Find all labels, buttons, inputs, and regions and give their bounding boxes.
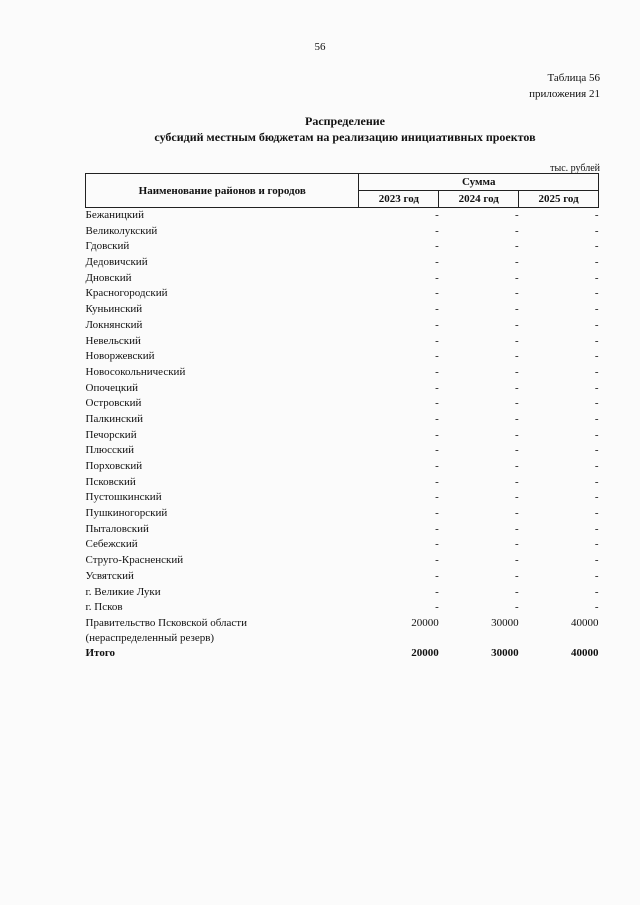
cell-2024 [439, 365, 519, 381]
table-row [86, 553, 599, 569]
table-row [86, 396, 599, 412]
cell-2024 [439, 302, 519, 318]
cell-2025 [519, 475, 599, 491]
row-name: Печорский [85, 428, 137, 441]
row-name: Порховский [85, 460, 143, 472]
table-ref-line2: приложения 21 [529, 88, 600, 100]
table-reference [529, 70, 600, 102]
dash-value: - [514, 522, 519, 535]
title-line2: субсидий местным бюджетам на реализацию инициативных проектов [154, 130, 536, 144]
table-row [86, 443, 599, 459]
cell-2024 [439, 585, 519, 601]
dash-value: - [514, 224, 519, 237]
dash-value: - [514, 507, 519, 520]
cell-2023 [359, 490, 439, 506]
cell-2023 [359, 271, 439, 287]
dash-value: - [594, 444, 599, 457]
cell-2023 [359, 506, 439, 522]
dash-value: - [514, 491, 519, 504]
table-header [86, 174, 599, 208]
dash-value: - [594, 569, 599, 582]
header-year-2023: 2023 год [359, 191, 439, 208]
table-row [86, 428, 599, 444]
row-name: Локнянский [85, 318, 143, 331]
table-row [86, 600, 599, 616]
header-year-2025: 2025 год [519, 191, 599, 208]
cell-2023 [359, 475, 439, 491]
cell-2024 [439, 381, 519, 397]
cell-2023 [359, 553, 439, 569]
cell-2025 [519, 349, 599, 365]
dash-value: - [594, 240, 599, 253]
dash-value: - [514, 475, 519, 488]
table-row-total [86, 646, 599, 662]
cell-2023 [359, 396, 439, 412]
dash-value: - [594, 475, 599, 488]
dash-value: - [594, 397, 599, 410]
dash-value: - [435, 209, 439, 221]
cell-2025 [519, 459, 599, 475]
dash-value: - [435, 318, 439, 331]
cell-2025 [519, 600, 599, 616]
dash-value: - [514, 601, 519, 614]
dash-value: - [594, 381, 599, 394]
row-name: Усвятский [85, 569, 134, 582]
table-row [86, 271, 599, 287]
dash-value: - [514, 303, 519, 316]
dash-value: - [594, 365, 599, 378]
row-name: Пыталовский [85, 522, 149, 535]
cell-2024: 30000 [491, 646, 519, 659]
dash-value: - [435, 522, 439, 535]
dash-value: - [435, 569, 439, 582]
cell-2024 [439, 208, 519, 224]
header-name: Наименование районов и городов [86, 174, 359, 208]
cell-2025 [519, 428, 599, 444]
cell-2025 [519, 443, 599, 459]
cell-2023 [359, 349, 439, 365]
row-name [86, 616, 359, 646]
row-name: Новосокольнический [85, 365, 186, 378]
dash-value: - [435, 287, 439, 300]
dash-value: - [594, 256, 599, 269]
cell-2025 [519, 239, 599, 255]
table-row [86, 286, 599, 302]
dash-value: - [514, 428, 519, 441]
cell-2024 [439, 553, 519, 569]
cell-2025 [519, 412, 599, 428]
cell-2023 [359, 208, 439, 224]
dash-value: - [435, 334, 439, 347]
table-row [86, 459, 599, 475]
cell-2023: 20000 [411, 616, 439, 629]
table-row [86, 349, 599, 365]
cell-2023 [359, 318, 439, 334]
dash-value: - [435, 381, 439, 394]
cell-2023 [359, 585, 439, 601]
cell-2025 [519, 208, 599, 224]
cell-2023 [359, 302, 439, 318]
table-row [86, 208, 599, 224]
row-name: Пустошкинский [85, 491, 162, 504]
cell-2023 [359, 224, 439, 240]
row-name: Опочецкий [85, 381, 138, 394]
cell-2025 [519, 490, 599, 506]
table-row [86, 585, 599, 601]
row-name: Плюсский [85, 444, 135, 457]
page-number: 56 [314, 41, 326, 53]
cell-2025 [519, 537, 599, 553]
title-line1: Распределение [304, 114, 386, 128]
row-name: Струго-Красненский [85, 554, 184, 567]
cell-2025 [519, 381, 599, 397]
cell-2024 [439, 428, 519, 444]
dash-value: - [594, 224, 599, 237]
table-row [86, 522, 599, 538]
dash-value: - [594, 271, 599, 284]
dash-value: - [594, 334, 599, 347]
cell-2023 [359, 239, 439, 255]
cell-2023 [359, 365, 439, 381]
table-row [86, 255, 599, 271]
dash-value: - [514, 350, 519, 363]
table-row [86, 318, 599, 334]
dash-value: - [435, 256, 439, 269]
table-row [86, 490, 599, 506]
document-title [0, 113, 640, 145]
cell-2023 [359, 569, 439, 585]
cell-2025 [519, 224, 599, 240]
table-row [86, 475, 599, 491]
row-name: Бежаницкий [85, 209, 144, 221]
row-name: Дновский [85, 271, 132, 284]
dash-value: - [594, 601, 599, 614]
cell-2024 [439, 286, 519, 302]
cell-2025 [519, 318, 599, 334]
table-row [86, 334, 599, 350]
dash-value: - [435, 538, 439, 551]
cell-2025: 40000 [571, 646, 599, 659]
gov-name-line2: (нераспределенный резерв) [85, 631, 215, 644]
cell-2023 [359, 428, 439, 444]
cell-2025 [519, 506, 599, 522]
table-row [86, 381, 599, 397]
units-label: тыс. рублей [550, 163, 600, 174]
cell-2025 [519, 286, 599, 302]
dash-value: - [594, 412, 599, 425]
table-ref-line1: Таблица 56 [547, 72, 600, 84]
dash-value: - [514, 412, 519, 425]
dash-value: - [594, 554, 599, 567]
dash-value: - [435, 585, 439, 598]
cell-2023 [359, 255, 439, 271]
dash-value: - [594, 522, 599, 535]
dash-value: - [435, 428, 439, 441]
cell-2023 [359, 412, 439, 428]
cell-2024 [439, 349, 519, 365]
cell-2023: 20000 [411, 646, 439, 659]
dash-value: - [514, 240, 519, 253]
dash-value: - [594, 538, 599, 551]
table-row [86, 239, 599, 255]
dash-value: - [514, 569, 519, 582]
table-body [86, 208, 599, 662]
row-name: Гдовский [85, 240, 130, 253]
dash-value: - [435, 475, 439, 488]
dash-value: - [514, 381, 519, 394]
dash-value: - [435, 444, 439, 457]
dash-value: - [594, 350, 599, 363]
table-row [86, 365, 599, 381]
row-name: Дедовичский [85, 256, 148, 269]
dash-value: - [514, 256, 519, 269]
gov-name-line1: Правительство Псковской области [85, 616, 247, 629]
cell-2024 [439, 475, 519, 491]
cell-2023 [359, 522, 439, 538]
row-name: Красногородский [85, 287, 168, 300]
cell-2023 [359, 286, 439, 302]
row-name: Новоржевский [85, 350, 155, 363]
cell-2025 [519, 271, 599, 287]
dash-value: - [514, 365, 519, 378]
cell-2024 [439, 459, 519, 475]
row-name: Островский [85, 397, 142, 410]
table-row-government [86, 616, 599, 646]
cell-2025 [519, 365, 599, 381]
cell-2024 [439, 490, 519, 506]
row-name: Псковский [85, 475, 136, 488]
cell-2023 [359, 334, 439, 350]
table-row [86, 302, 599, 318]
cell-2025: 40000 [571, 616, 599, 629]
dash-value: - [514, 554, 519, 567]
dash-value: - [514, 287, 519, 300]
table-row [86, 537, 599, 553]
row-name: Куньинский [85, 303, 143, 316]
row-name: Палкинский [85, 412, 144, 425]
cell-2024 [439, 224, 519, 240]
cell-2025 [519, 396, 599, 412]
dash-value: - [594, 491, 599, 504]
dash-value: - [514, 271, 519, 284]
row-name: Итого [85, 646, 116, 659]
dash-value: - [435, 271, 439, 284]
table-row [86, 224, 599, 240]
cell-2025 [519, 553, 599, 569]
cell-2025 [519, 569, 599, 585]
dash-value: - [435, 303, 439, 316]
dash-value: - [594, 318, 599, 331]
row-name: Пушкиногорский [85, 507, 168, 520]
table-row [86, 506, 599, 522]
dash-value: - [514, 397, 519, 410]
cell-2025 [519, 302, 599, 318]
dash-value: - [514, 538, 519, 551]
dash-value: - [594, 428, 599, 441]
row-name: Себежский [85, 538, 138, 551]
cell-2024 [439, 522, 519, 538]
row-name: Великолукский [85, 224, 158, 237]
row-name: г. Псков [85, 601, 123, 614]
dash-value: - [594, 209, 599, 221]
cell-2024: 30000 [491, 616, 519, 629]
cell-2024 [439, 239, 519, 255]
cell-2023 [359, 537, 439, 553]
dash-value: - [435, 365, 439, 378]
dash-value: - [435, 397, 439, 410]
dash-value: - [514, 209, 519, 221]
dash-value: - [435, 240, 439, 253]
dash-value: - [435, 412, 439, 425]
cell-2024 [439, 396, 519, 412]
dash-value: - [435, 507, 439, 520]
cell-2025 [519, 255, 599, 271]
subsidy-table [85, 173, 599, 662]
cell-2024 [439, 443, 519, 459]
cell-2023 [359, 600, 439, 616]
dash-value: - [594, 507, 599, 520]
cell-2023 [359, 459, 439, 475]
cell-2023 [359, 381, 439, 397]
dash-value: - [435, 460, 439, 472]
dash-value: - [435, 601, 439, 614]
cell-2024 [439, 569, 519, 585]
dash-value: - [514, 444, 519, 457]
cell-2025 [519, 585, 599, 601]
dash-value: - [435, 554, 439, 567]
header-sum: Сумма [359, 174, 599, 191]
dash-value: - [435, 224, 439, 237]
header-year-2024: 2024 год [439, 191, 519, 208]
cell-2024 [439, 271, 519, 287]
table-row [86, 412, 599, 428]
dash-value: - [594, 460, 599, 472]
dash-value: - [435, 491, 439, 504]
dash-value: - [594, 287, 599, 300]
dash-value: - [435, 350, 439, 363]
dash-value: - [514, 334, 519, 347]
cell-2024 [439, 412, 519, 428]
cell-2024 [439, 506, 519, 522]
cell-2025 [519, 334, 599, 350]
dash-value: - [514, 460, 519, 472]
table-row [86, 569, 599, 585]
cell-2023 [359, 443, 439, 459]
cell-2024 [439, 537, 519, 553]
cell-2025 [519, 522, 599, 538]
cell-2024 [439, 334, 519, 350]
cell-2024 [439, 255, 519, 271]
dash-value: - [514, 318, 519, 331]
dash-value: - [594, 585, 599, 598]
row-name: г. Великие Луки [85, 585, 161, 598]
dash-value: - [594, 303, 599, 316]
row-name: Невельский [85, 334, 141, 347]
cell-2024 [439, 600, 519, 616]
dash-value: - [514, 585, 519, 598]
cell-2024 [439, 318, 519, 334]
